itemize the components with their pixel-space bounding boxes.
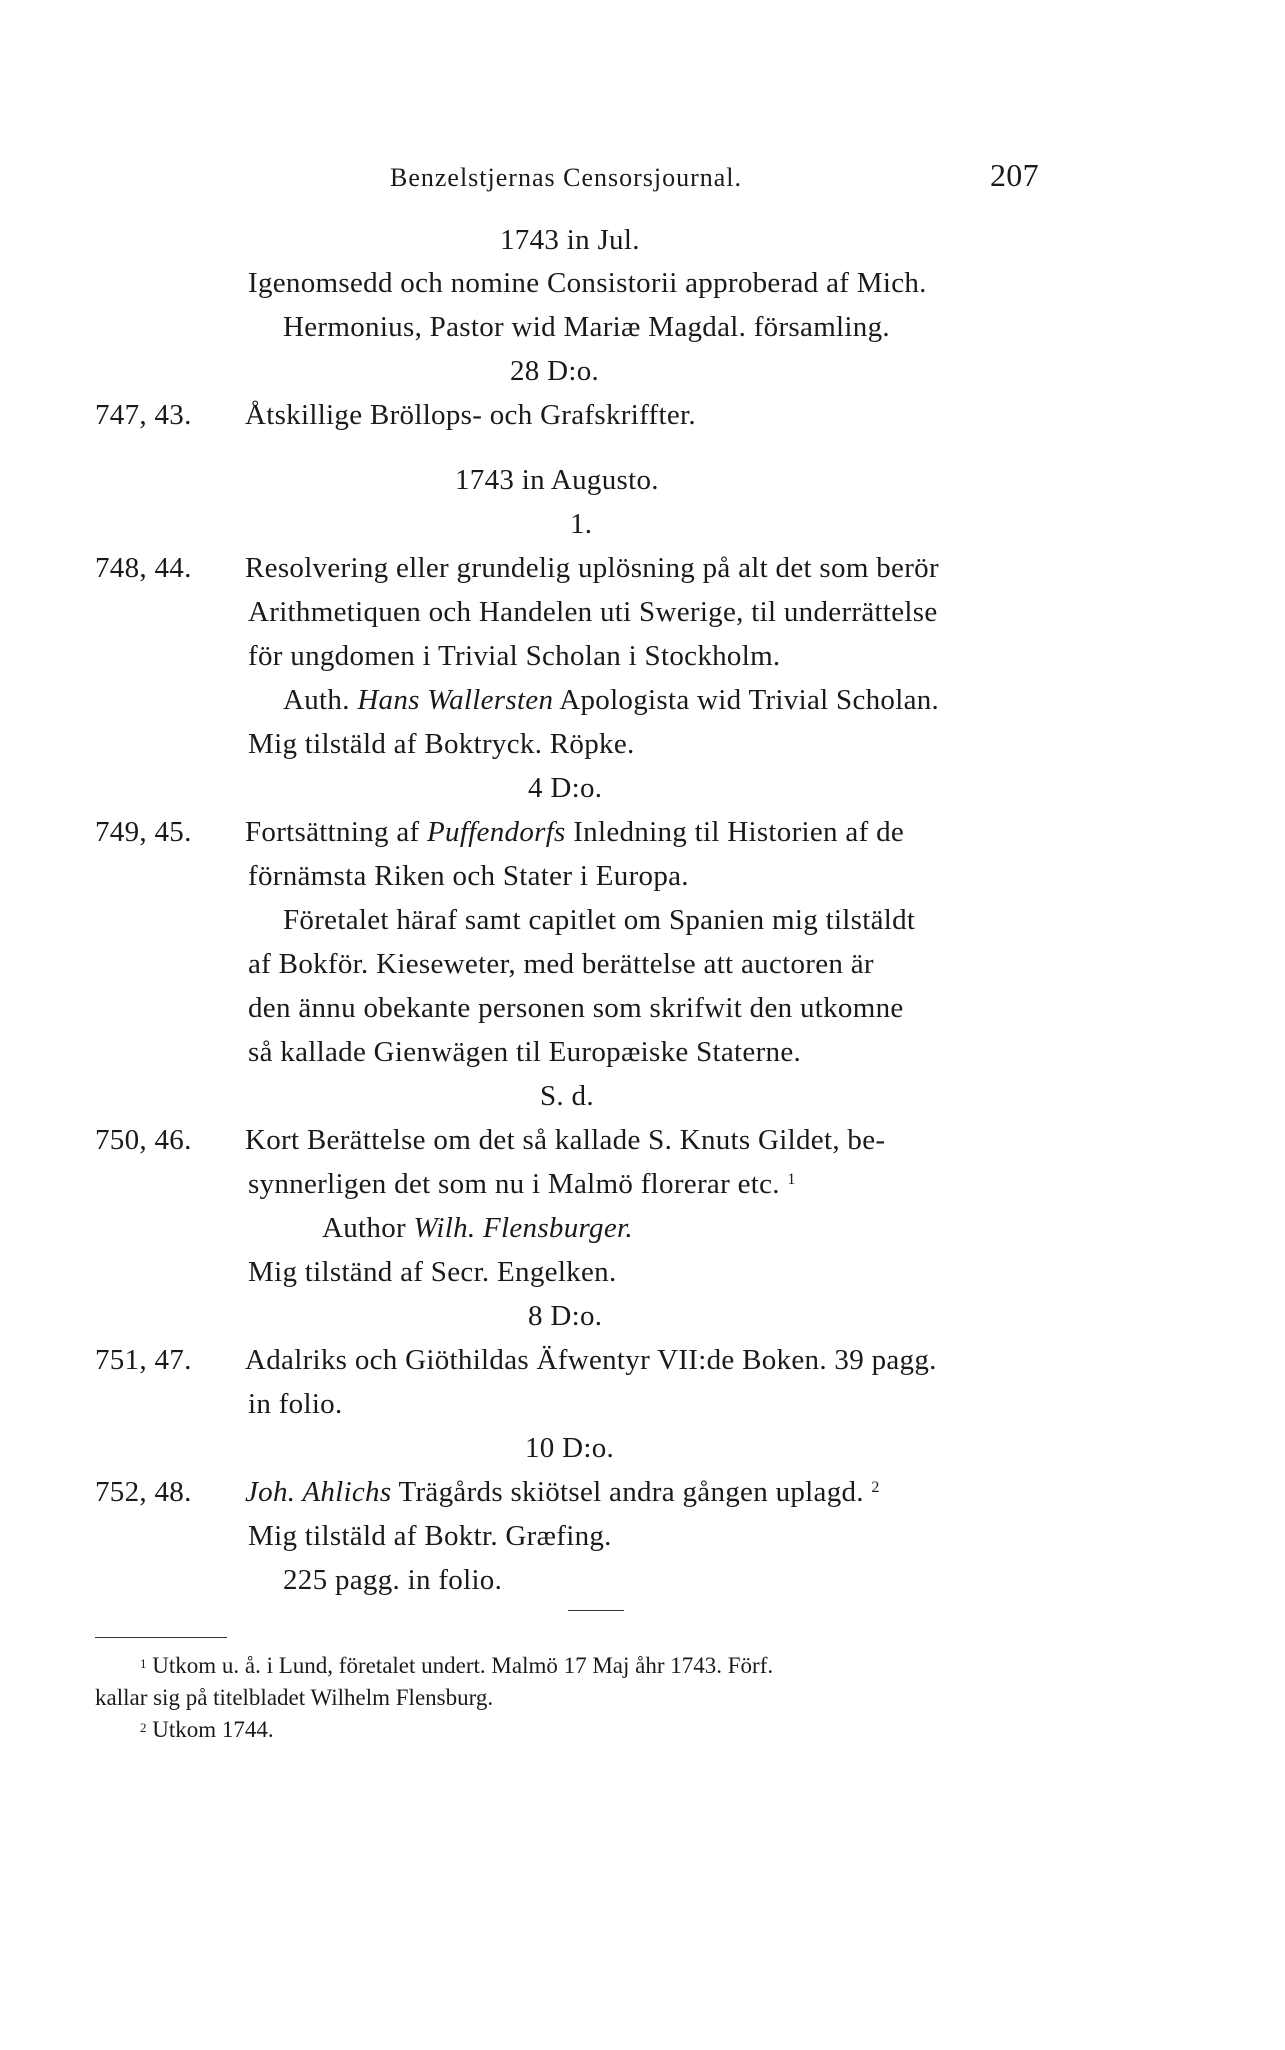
author-suffix: Apologista wid Trivial Scholan. bbox=[559, 684, 940, 716]
text-line: Igenomsedd och nomine Consistorii approberad af Mich. bbox=[248, 267, 927, 299]
text-line: så kallade Gienwägen til Europæiske Staterne. bbox=[248, 1036, 802, 1068]
entry-line bbox=[95, 397, 696, 433]
entry-title: Adalriks och Giöthildas Äfwentyr VII:de Boken. 39 pagg. bbox=[245, 1344, 937, 1376]
footnote-marker: 2 bbox=[871, 1479, 880, 1496]
footnote-text: Utkom u. å. i Lund, företalet undert. Malmö 17 Maj åhr 1743. Förf. bbox=[152, 1653, 774, 1678]
running-title: Benzelstjernas Censorsjournal. bbox=[390, 163, 743, 192]
entry-line bbox=[95, 1342, 937, 1378]
footnote-number: 1 bbox=[140, 1656, 147, 1671]
author-prefix: Author bbox=[322, 1212, 406, 1244]
footnote-rule bbox=[95, 1637, 227, 1638]
entry-number: 749, 45. bbox=[95, 816, 192, 848]
entry-title-start: Fortsättning af bbox=[245, 816, 420, 848]
entry-title-end: Inledning til Historien af de bbox=[573, 816, 905, 848]
page-number: 207 bbox=[990, 157, 1039, 193]
entry-line bbox=[95, 1122, 885, 1158]
entry-number: 748, 44. bbox=[95, 552, 192, 584]
text-line bbox=[248, 1166, 796, 1202]
date-heading: 10 D:o. bbox=[525, 1432, 615, 1464]
entry-title-italic: Puffendorfs bbox=[427, 816, 566, 848]
text-line: Mig tilstäld af Boktryck. Röpke. bbox=[248, 728, 635, 760]
text-line: Mig tilständ af Secr. Engelken. bbox=[248, 1256, 617, 1288]
date-heading: 1743 in Jul. bbox=[500, 224, 640, 256]
text-line: 225 pagg. in folio. bbox=[283, 1564, 503, 1596]
section-divider bbox=[568, 1610, 624, 1611]
entry-number: 751, 47. bbox=[95, 1344, 192, 1376]
footnote-2 bbox=[140, 1716, 274, 1744]
entry-number: 752, 48. bbox=[95, 1476, 192, 1508]
entry-title: Kort Berättelse om det så kallade S. Knuts Gildet, be- bbox=[245, 1124, 886, 1156]
footnote-text: Utkom 1744. bbox=[152, 1717, 274, 1742]
date-heading: 1. bbox=[570, 508, 593, 540]
text-line: den ännu obekante personen som skrifwit den utkomne bbox=[248, 992, 904, 1024]
text-line: Företalet häraf samt capitlet om Spanien mig tilstäldt bbox=[283, 904, 916, 936]
footnote-number: 2 bbox=[140, 1720, 147, 1735]
month-heading: 1743 in Augusto. bbox=[455, 464, 659, 496]
text-line: in folio. bbox=[248, 1388, 343, 1420]
footnote-marker: 1 bbox=[787, 1171, 796, 1188]
entry-title: Åtskillige Bröllops- och Grafskriffter. bbox=[245, 399, 696, 431]
entry-number: 750, 46. bbox=[95, 1124, 192, 1156]
text-line-content: synnerligen det som nu i Malmö florerar etc. bbox=[248, 1168, 780, 1200]
text-line: af Bokför. Kieseweter, med berättelse att auctoren är bbox=[248, 948, 874, 980]
entry-line bbox=[95, 550, 939, 586]
author-line bbox=[283, 682, 939, 718]
text-line: förnämsta Riken och Stater i Europa. bbox=[248, 860, 689, 892]
footnote-1 bbox=[140, 1652, 773, 1680]
entry-title: Resolvering eller grundelig uplösning på alt det som berör bbox=[245, 552, 939, 584]
author-prefix: Auth. bbox=[283, 684, 350, 716]
entry-line bbox=[95, 814, 904, 850]
footnote-1-continued: kallar sig på titelbladet Wilhelm Flensburg. bbox=[95, 1685, 494, 1710]
text-line: Hermonius, Pastor wid Mariæ Magdal. församling. bbox=[283, 311, 890, 343]
date-heading: 28 D:o. bbox=[510, 355, 600, 387]
author-name: Wilh. Flensburger. bbox=[413, 1212, 633, 1244]
entry-line bbox=[95, 1474, 880, 1510]
date-heading: S. d. bbox=[540, 1080, 594, 1112]
date-heading: 8 D:o. bbox=[528, 1300, 603, 1332]
entry-title-end: Trägårds skiötsel andra gången uplagd. bbox=[398, 1476, 864, 1508]
text-line: Mig tilstäld af Boktr. Græfing. bbox=[248, 1520, 612, 1552]
author-name: Hans Wallersten bbox=[357, 684, 554, 716]
entry-title-italic: Joh. Ahlichs bbox=[245, 1476, 392, 1508]
date-heading: 4 D:o. bbox=[528, 772, 603, 804]
entry-number: 747, 43. bbox=[95, 399, 192, 431]
text-line: Arithmetiquen och Handelen uti Swerige, til underrättelse bbox=[248, 596, 938, 628]
text-line: för ungdomen i Trivial Scholan i Stockholm. bbox=[248, 640, 781, 672]
author-line bbox=[322, 1210, 633, 1246]
